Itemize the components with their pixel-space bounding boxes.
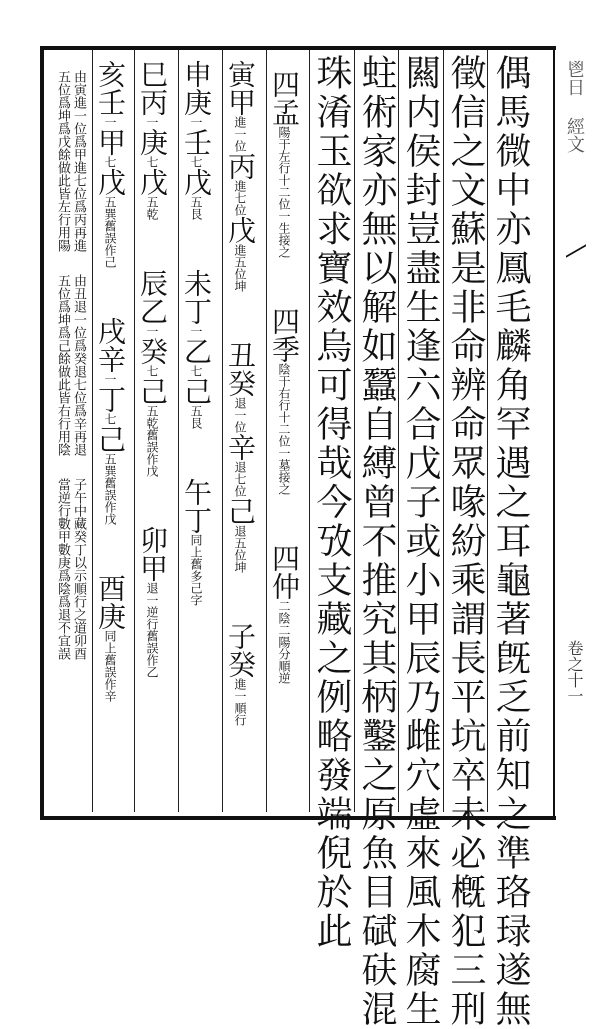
cell-main: 戊 <box>224 216 257 244</box>
cell-main: 四孟 <box>268 70 301 126</box>
cell-note: 同上舊誤作辛 <box>103 630 117 702</box>
cell-main: 戊 <box>94 168 127 196</box>
column-rule <box>178 50 179 812</box>
cell-note: 一 <box>145 325 159 337</box>
text-column-3: 闗内侯封豈盡生逢六合戊子或小甲辰乃雌穴虛來風木腐生 <box>400 54 441 1029</box>
cell-note: 五巽舊誤作己 <box>103 196 117 268</box>
cell-note: 退一逆行舊誤作乙 <box>145 582 159 678</box>
cell-note: 一 <box>189 325 203 337</box>
cell-note: 同上舊多己字 <box>189 534 203 606</box>
column-rule <box>92 50 93 812</box>
cell-main: 戊 <box>180 168 213 196</box>
cell-note: 七 <box>189 365 203 377</box>
column-rule <box>266 50 267 812</box>
column-rule <box>134 50 135 812</box>
cell-note: 一 <box>145 116 159 128</box>
cell-main: 壬 <box>180 128 213 156</box>
cell-main: 子癸 <box>224 622 257 678</box>
margin-edge-text: 鬯日 經文 <box>564 60 585 153</box>
cell-main: 申庚 <box>180 60 213 116</box>
cell-note: 陰干右行十二位一墓接之 <box>277 363 291 495</box>
cell-note: 進五位坤 <box>233 244 247 292</box>
text-column-2: 徵信之文蘇是非命辨命眾喙紛乘謂長平坑卒未必槪犯三刑 <box>445 54 486 1029</box>
cell-note: 一 <box>189 116 203 128</box>
cell-main: 甲 <box>94 128 127 156</box>
cell-note: 進七位 <box>233 180 247 216</box>
note-bot: 當逆行數甲數庚爲陰爲退不宜誤 <box>55 478 70 660</box>
column-rule <box>487 50 488 812</box>
cell-main: 四季 <box>268 307 301 363</box>
cell-main: 寅甲 <box>224 60 257 116</box>
text-column-4: 蛀術家亦無以解如蠶自縛曾不推究其柄鑿之原魚目碔砆混 <box>356 54 397 1029</box>
table-row-5 <box>94 60 127 702</box>
cell-main: 戊 <box>136 168 169 196</box>
column-rule <box>443 50 444 812</box>
cell-main: 癸 <box>136 337 169 365</box>
column-rule <box>222 50 223 812</box>
frame-right-line <box>553 46 555 816</box>
cell-main: 己 <box>224 497 257 525</box>
cell-main: 丁 <box>94 385 127 413</box>
cell-main: 己 <box>94 425 127 453</box>
cell-note: 一 <box>103 373 117 385</box>
cell-main: 辰乙 <box>136 269 169 325</box>
text-column-5: 珠淆玉欲求寶效烏可得哉今攷支藏之例略發端倪於此 <box>311 54 352 951</box>
cell-main: 丙 <box>224 152 257 180</box>
cell-main: 己 <box>136 377 169 405</box>
cell-note: 五艮 <box>189 405 203 429</box>
cell-note: 一 <box>103 116 117 128</box>
cell-note: 七 <box>103 156 117 168</box>
cell-note: 陽干左行十二位一生接之 <box>277 126 291 258</box>
cell-main: 己 <box>180 377 213 405</box>
column-rule <box>354 50 355 812</box>
table-row-1 <box>268 70 301 684</box>
cell-note: 七 <box>145 365 159 377</box>
cell-note: 五乾 <box>145 196 159 220</box>
notes-column-2 <box>56 70 69 660</box>
cell-main: 未丁 <box>180 269 213 325</box>
cell-main: 庚 <box>136 128 169 156</box>
note-top: 五位爲坤爲戊餘做此皆左行用陽 <box>55 70 70 252</box>
cell-main: 辛 <box>224 433 257 461</box>
cell-main: 四仲 <box>268 544 301 600</box>
notes-column-1 <box>72 70 85 660</box>
cell-note: 七 <box>189 156 203 168</box>
cell-note: 七 <box>103 413 117 425</box>
cell-main: 午丁 <box>180 478 213 534</box>
column-rule <box>309 50 310 812</box>
text-column-1: 偶馬微中亦鳳毛麟角罕遇之耳龜著旣乏前知之準珞琭遂無 <box>490 54 531 1029</box>
note-bot: 子午中藏癸丁以示順行之道卯酉 <box>71 478 86 660</box>
cell-note: 退一位 <box>233 397 247 433</box>
note-top: 由寅進一位爲甲進七位爲丙再進 <box>71 70 86 252</box>
cell-note: 退五位坤 <box>233 525 247 573</box>
cell-note: 五巽舊誤作戊 <box>103 453 117 525</box>
column-rule <box>398 50 399 812</box>
table-row-4 <box>136 60 169 678</box>
cell-main: 戌辛 <box>94 317 127 373</box>
cell-note: 七 <box>145 156 159 168</box>
cell-note: 五艮 <box>189 196 203 220</box>
margin-foot-text: 卷之十一 <box>565 640 584 704</box>
cell-main: 巳丙 <box>136 60 169 116</box>
table-row-2 <box>224 60 257 726</box>
cell-note: 二陰二陽分順逆 <box>277 600 291 684</box>
cell-note: 退七位 <box>233 461 247 497</box>
note-mid: 五位爲坤爲己餘做此皆右行用陰 <box>55 274 70 456</box>
cell-main: 卯甲 <box>136 526 169 582</box>
cell-note: 進一位 <box>233 116 247 152</box>
cell-note: 進一順行 <box>233 678 247 726</box>
cell-main: 亥壬 <box>94 60 127 116</box>
cell-main: 丑癸 <box>224 341 257 397</box>
cell-main: 乙 <box>180 337 213 365</box>
cell-note: 五乾舊誤作戊 <box>145 405 159 477</box>
table-row-3 <box>180 60 213 606</box>
fishtail-mark <box>566 244 586 272</box>
cell-main: 酉庚 <box>94 574 127 630</box>
note-mid: 由丑退一位爲癸退七位爲辛再退 <box>71 274 86 456</box>
